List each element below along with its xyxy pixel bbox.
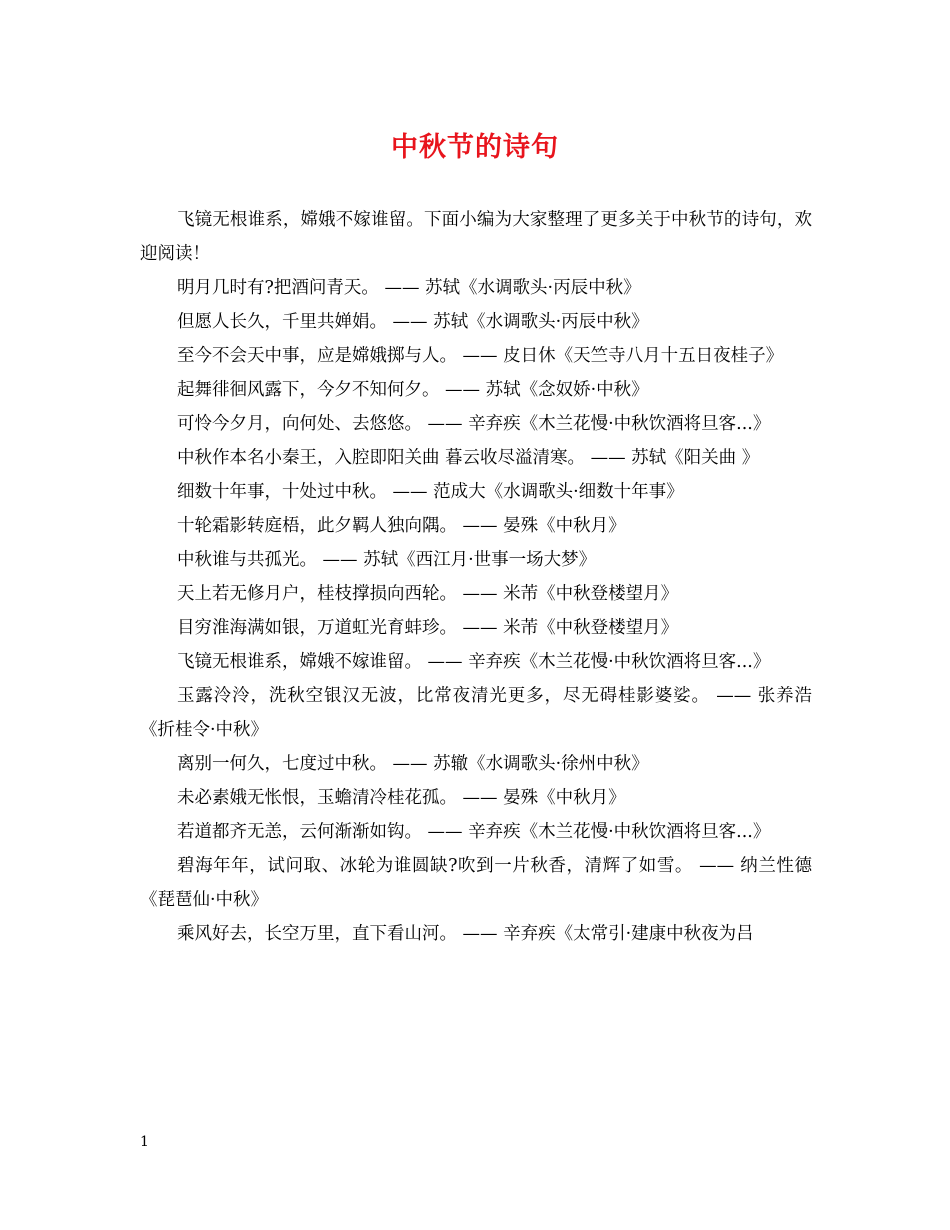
poem-line: 中秋谁与共孤光。 —— 苏轼《西江月·世事一场大梦》 [177,550,597,570]
poem-line: 细数十年事，十处过中秋。 —— 范成大《水调歌头·细数十年事》 [177,482,684,502]
poem-line: 起舞徘徊风露下，今夕不知何夕。 —— 苏轼《念奴娇·中秋》 [177,380,649,400]
poem-line: 离别一何久，七度过中秋。 —— 苏辙《水调歌头·徐州中秋》 [177,754,649,774]
poem-line: 至今不会天中事，应是嫦娥掷与人。 —— 皮日休《天竺寺八月十五日夜桂子》 [177,346,784,366]
poem-line: 若道都齐无恙，云何渐渐如钩。 —— 辛弃疾《木兰花慢·中秋饮酒将旦客...》 [177,822,771,842]
poem-line: 但愿人长久，千里共婵娟。 —— 苏轼《水调歌头·丙辰中秋》 [177,312,649,332]
poem-line: 玉露泠泠，洗秋空银汉无波，比常夜清光更多，尽无碍桂影婆娑。 —— 张养浩《折桂令·中秋》 [140,686,812,740]
document-title: 中秋节的诗句 [391,132,559,163]
poem-line: 可怜今夕月，向何处、去悠悠。 —— 辛弃疾《木兰花慢·中秋饮酒将旦客...》 [177,414,771,434]
poem-line: 目穷淮海满如银，万道虹光育蚌珍。 —— 米芾《中秋登楼望月》 [177,618,679,638]
poem-line: 飞镜无根谁系，嫦娥不嫁谁留。 —— 辛弃疾《木兰花慢·中秋饮酒将旦客...》 [177,652,771,672]
poem-line: 十轮霜影转庭梧，此夕羁人独向隅。 —— 晏殊《中秋月》 [177,516,626,536]
poem-line: 天上若无修月户，桂枝撑损向西轮。 —— 米芾《中秋登楼望月》 [177,584,679,604]
intro-paragraph: 飞镜无根谁系，嫦娥不嫁谁留。下面小编为大家整理了更多关于中秋节的诗句，欢迎阅读！ [140,210,812,264]
poem-line: 中秋作本名小秦王，入腔即阳关曲 暮云收尽溢清寒。 —— 苏轼《阳关曲 》 [177,448,760,468]
poem-line: 未必素娥无怅恨，玉蟾清冷桂花孤。 —— 晏殊《中秋月》 [177,788,626,808]
poem-line: 碧海年年，试问取、冰轮为谁圆缺?吹到一片秋香，清辉了如雪。 —— 纳兰性德《琵琶仙·中秋》 [140,856,812,910]
document-body [140,203,812,951]
poem-line: 明月几时有?把酒问青天。 —— 苏轼《水调歌头·丙辰中秋》 [177,278,641,298]
poem-line: 乘风好去，长空万里，直下看山河。 —— 辛弃疾《太常引·建康中秋夜为吕 [177,924,754,944]
page-number: 1 [140,1134,149,1150]
